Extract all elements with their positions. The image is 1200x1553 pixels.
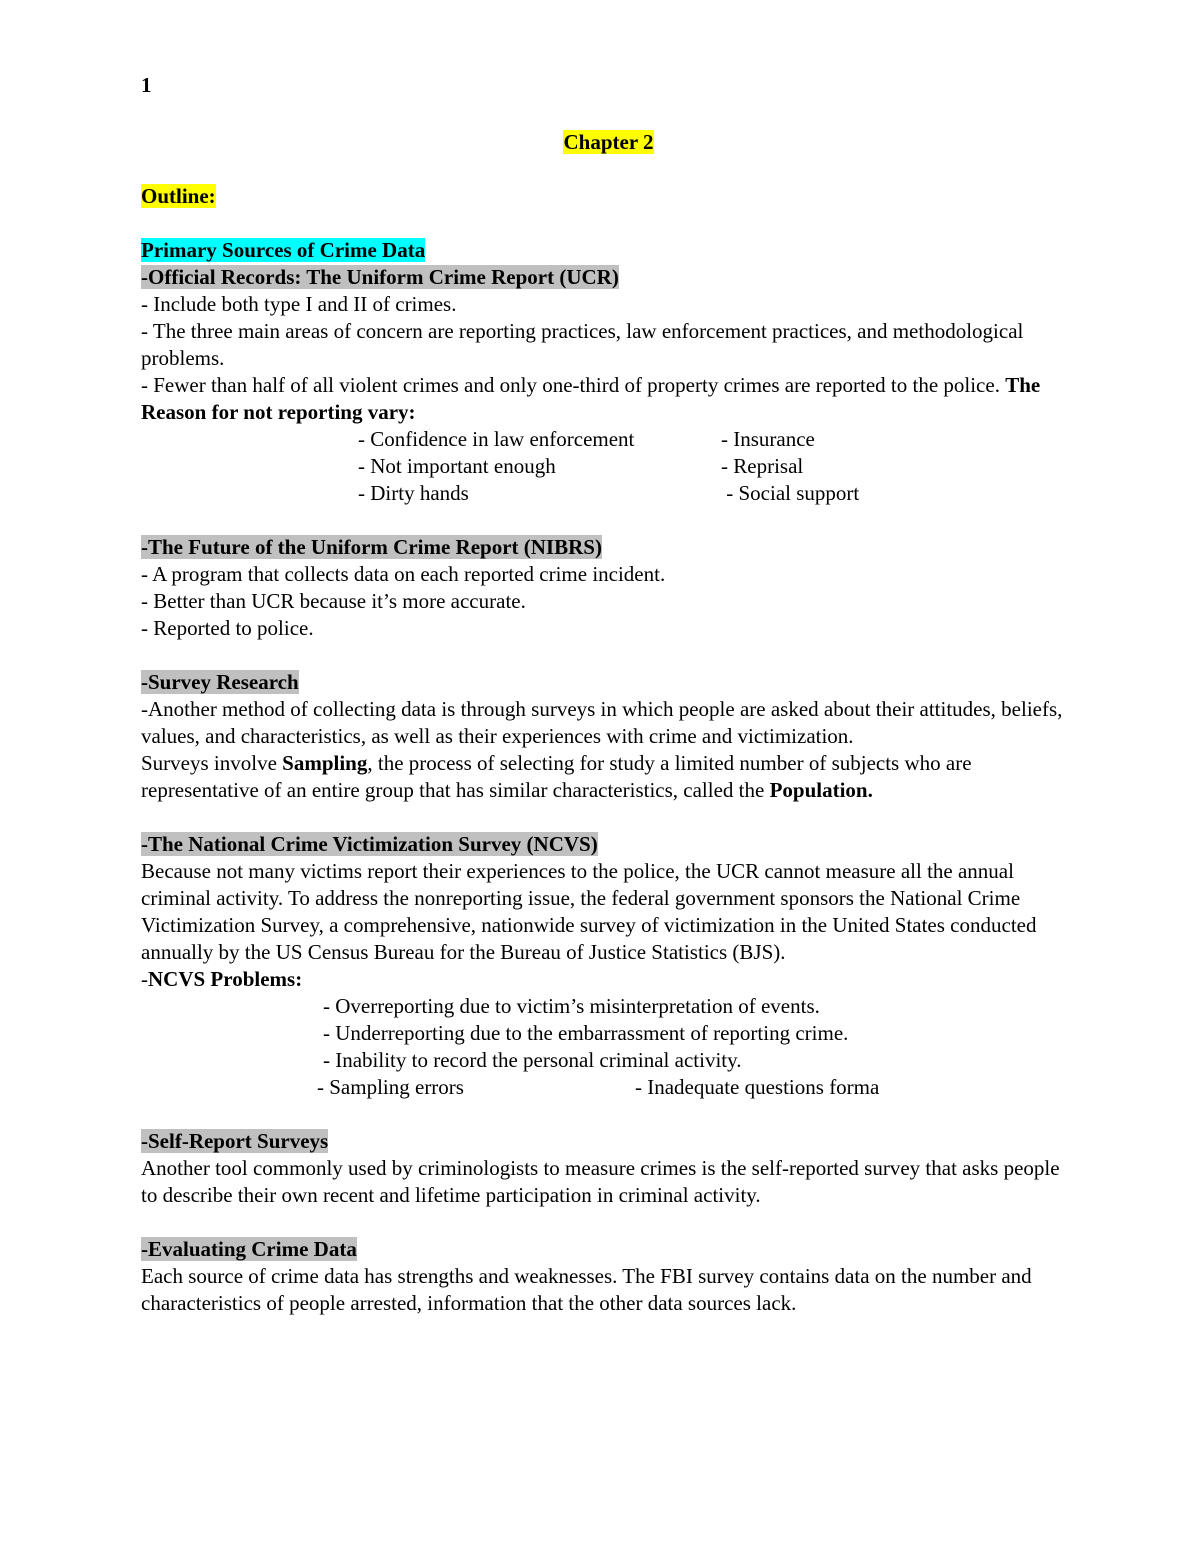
ncvs-problem-left: - Sampling errors <box>317 1075 464 1099</box>
self-report-heading-line <box>141 1128 1076 1155</box>
reason-row <box>141 453 1076 480</box>
ucr-line-3-text: - Fewer than half of all violent crimes and only one-third of property crimes are reported to the police. <box>141 373 1006 397</box>
reason-left: - Dirty hands <box>358 481 469 505</box>
ucr-line-1: - Include both type I and II of crimes. <box>141 292 457 316</box>
sampling-term: Sampling <box>282 751 368 775</box>
outline-label: Outline: <box>141 184 216 208</box>
reason-left: - Not important enough <box>358 454 556 478</box>
outline-line <box>141 183 1076 210</box>
ncvs-problem-row <box>141 1074 1076 1101</box>
survey-p2-c: , the process of selecting for study a limited number of subjects who are representative of an entire group that has similar characteristics, called the <box>141 751 972 802</box>
evaluating-heading-line <box>141 1236 1076 1263</box>
ncvs-problem-item: - Overreporting due to victim’s misinterpretation of events. <box>323 994 820 1018</box>
ucr-line-3 <box>141 372 1076 426</box>
document-body <box>141 72 1076 1317</box>
ncvs-problems-label <box>141 966 1076 993</box>
survey-p2-a: Surveys involve <box>141 751 283 775</box>
survey-paragraph-1: -Another method of collecting data is through surveys in which people are asked about their attitudes, beliefs, values, and characteristics, as well as their experiences with crime and victimization. <box>141 697 1063 748</box>
survey-heading: -Survey Research <box>141 670 299 694</box>
ncvs-problem-right: - Inadequate questions forma <box>635 1075 880 1099</box>
ucr-reasons-label: The Reason for not reporting vary: <box>141 373 1041 424</box>
evaluating-paragraph: Each source of crime data has strengths and weaknesses. The FBI survey contains data on the number and characteristics of people arrested, information that the other data sources lack. <box>141 1264 1032 1315</box>
ncvs-heading: -The National Crime Victimization Survey (NCVS) <box>141 832 598 856</box>
ucr-heading-line <box>141 264 1076 291</box>
survey-heading-line <box>141 669 1076 696</box>
ncvs-problems-dash: - <box>141 967 148 991</box>
population-term: Population. <box>769 778 873 802</box>
ncvs-heading-line <box>141 831 1076 858</box>
nibrs-line: - Reported to police. <box>141 616 314 640</box>
nibrs-heading: -The Future of the Uniform Crime Report (NIBRS) <box>141 535 602 559</box>
self-report-paragraph: Another tool commonly used by criminologists to measure crimes is the self-reported survey that asks people to describe their own recent and lifetime participation in criminal activity. <box>141 1156 1060 1207</box>
reason-row <box>141 426 1076 453</box>
reason-left: - Confidence in law enforcement <box>358 427 635 451</box>
ncvs-paragraph: Because not many victims report their experiences to the police, the UCR cannot measure all the annual criminal activity. To address the nonreporting issue, the federal government sponsors the National Crime Victimization Survey, a comprehensive, nationwide survey of victimization in the United States conducted annually by the US Census Bureau for the Bureau of Justice Statistics (BJS). <box>141 859 1037 964</box>
ncvs-problem-item: - Inability to record the personal criminal activity. <box>323 1048 742 1072</box>
self-report-heading: -Self-Report Surveys <box>141 1129 329 1153</box>
main-section-line <box>141 237 1076 264</box>
reason-row <box>141 480 1076 507</box>
reason-right: - Social support <box>721 481 860 505</box>
evaluating-heading: -Evaluating Crime Data <box>141 1237 357 1261</box>
ucr-heading: -Official Records: The Uniform Crime Report (UCR) <box>141 265 619 289</box>
reason-right: - Reprisal <box>721 454 804 478</box>
ncvs-problems-title: NCVS Problems: <box>148 967 303 991</box>
nibrs-line: - Better than UCR because it’s more accurate. <box>141 589 526 613</box>
survey-paragraph-2 <box>141 750 1076 804</box>
reason-right: - Insurance <box>721 427 815 451</box>
ucr-line-2: - The three main areas of concern are reporting practices, law enforcement practices, and methodological problems. <box>141 319 1024 370</box>
page-number: 1 <box>141 73 152 97</box>
ncvs-problem-item: - Underreporting due to the embarrassment of reporting crime. <box>323 1021 849 1045</box>
chapter-title: Chapter 2 <box>563 130 654 154</box>
nibrs-heading-line <box>141 534 1076 561</box>
main-section-heading: Primary Sources of Crime Data <box>141 238 426 262</box>
chapter-title-line <box>141 129 1076 156</box>
nibrs-line: - A program that collects data on each reported crime incident. <box>141 562 666 586</box>
